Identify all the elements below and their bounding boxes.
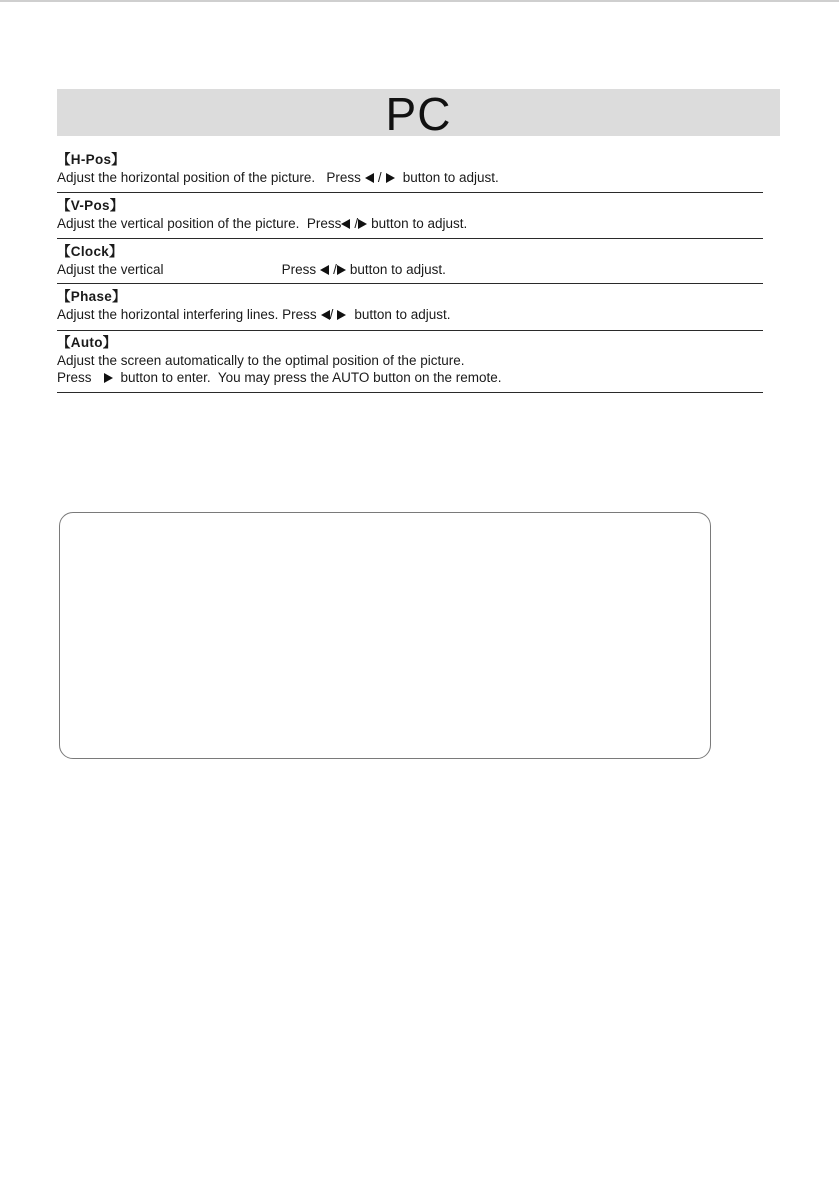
text-segment: button to adjust. xyxy=(371,216,468,231)
section-phase xyxy=(57,288,763,331)
left-triangle-icon xyxy=(320,265,329,275)
section-v-pos xyxy=(57,197,763,239)
page-title: PC xyxy=(385,87,452,140)
separator: / xyxy=(329,307,334,322)
separator: / xyxy=(333,262,337,277)
section-text xyxy=(57,369,763,386)
text-segment: Press xyxy=(57,370,92,385)
text-segment: button to adjust. xyxy=(354,307,451,322)
section-heading: 【H-Pos】 xyxy=(57,152,126,167)
left-triangle-icon xyxy=(321,310,330,320)
section-heading: 【V-Pos】 xyxy=(57,198,124,213)
section-text: Adjust the screen automatically to the optimal position of the picture. xyxy=(57,353,465,368)
text-segment: button to adjust. xyxy=(402,170,499,185)
section-auto xyxy=(57,334,763,393)
left-triangle-icon xyxy=(365,173,374,183)
title-bar xyxy=(57,87,780,140)
text-segment: button to enter. You may press the AUTO button on the remote. xyxy=(120,370,502,385)
separator: / xyxy=(377,170,382,185)
right-triangle-icon xyxy=(337,265,346,275)
text-segment: Adjust the vertical position of the picture. Press xyxy=(57,216,342,231)
right-triangle-icon xyxy=(104,373,113,383)
text-segment: Press xyxy=(281,262,317,277)
text-segment: Adjust the horizontal position of the picture. Press xyxy=(57,170,361,185)
section-heading: 【Auto】 xyxy=(57,335,117,350)
section-text xyxy=(57,306,763,323)
section-text xyxy=(57,261,763,278)
section-heading: 【Phase】 xyxy=(57,289,126,304)
right-triangle-icon xyxy=(386,173,395,183)
section-text xyxy=(57,215,763,232)
section-h-pos xyxy=(57,151,763,193)
top-rule xyxy=(0,0,839,2)
text-segment: Adjust the horizontal interfering lines. Press xyxy=(57,307,317,322)
right-triangle-icon xyxy=(337,310,346,320)
right-triangle-icon xyxy=(358,219,367,229)
text-segment: button to adjust. xyxy=(349,262,446,277)
left-triangle-icon xyxy=(341,219,350,229)
section-clock xyxy=(57,243,763,284)
section-text xyxy=(57,169,763,186)
section-heading: 【Clock】 xyxy=(57,244,123,259)
text-segment: Adjust the vertical xyxy=(57,262,164,277)
empty-note-box xyxy=(59,512,711,759)
separator: / xyxy=(354,216,359,231)
